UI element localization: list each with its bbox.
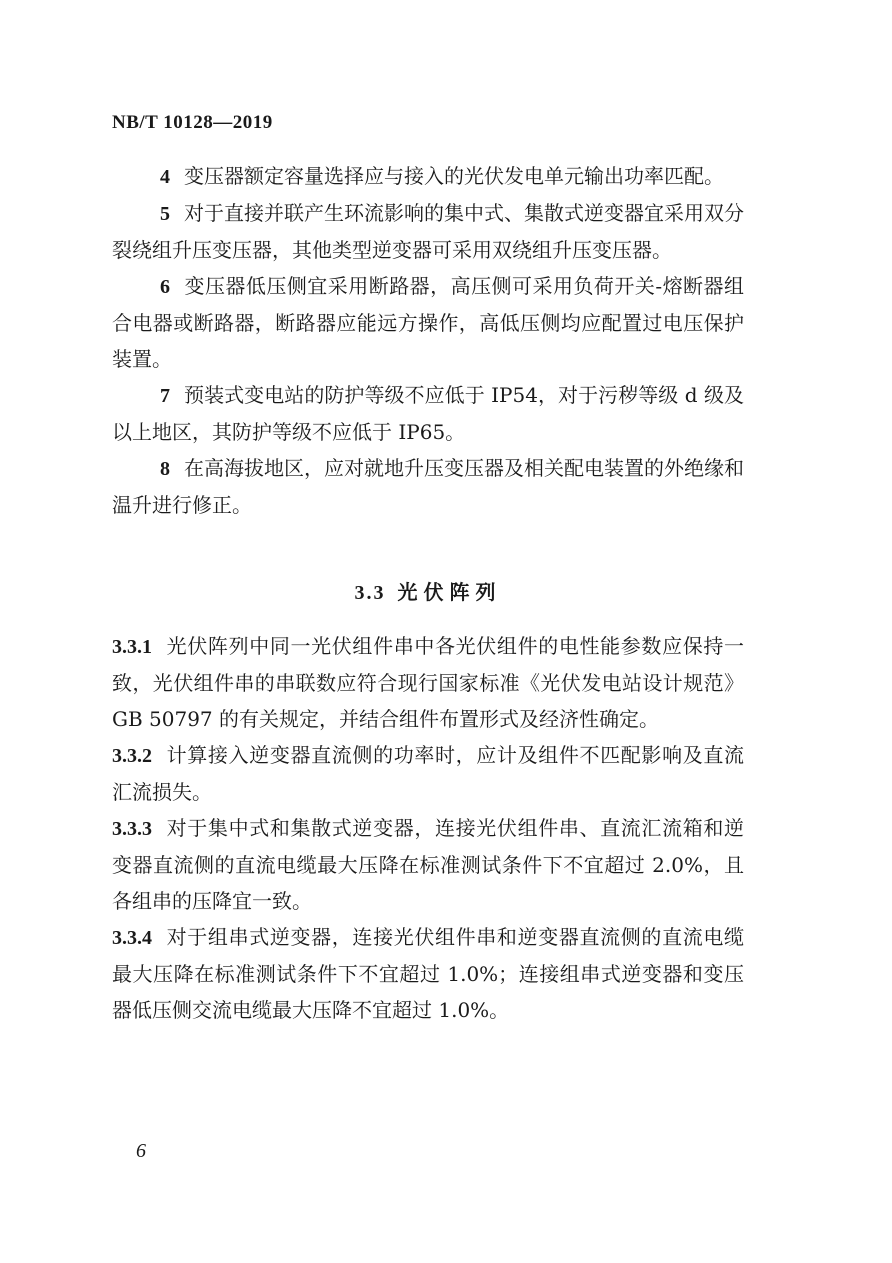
item-number: 4 [160, 166, 170, 188]
item-text: 变压器额定容量选择应与接入的光伏发电单元输出功率匹配。 [184, 164, 724, 188]
list-item [112, 195, 744, 268]
list-item [112, 158, 744, 195]
clause-text: 对于集中式和集散式逆变器，连接光伏组件串、直流汇流箱和逆变器直流侧的直流电缆最大压降在标准测试条件下不宜超过 2.0%，且各组串的压降宜一致。 [112, 816, 744, 913]
clause [112, 810, 744, 919]
clause-number: 3.3.3 [112, 818, 152, 840]
list-item [112, 268, 744, 377]
section-title-text: 光伏阵列 [397, 580, 502, 604]
item-number: 7 [160, 385, 170, 407]
item-text: 在高海拔地区，应对就地升压变压器及相关配电装置的外绝缘和温升进行修正。 [112, 456, 744, 517]
section-heading [112, 576, 744, 605]
clause-number: 3.3.1 [112, 636, 152, 658]
list-item [112, 377, 744, 450]
clause [112, 919, 744, 1028]
item-number: 5 [160, 203, 170, 225]
page-number: 6 [136, 1140, 146, 1162]
item-text: 预装式变电站的防护等级不应低于 IP54，对于污秽等级 d 级及以上地区，其防护等级不应低于 IP65。 [112, 383, 744, 444]
list-items-top [112, 158, 744, 523]
item-number: 8 [160, 458, 170, 480]
item-text: 对于直接并联产生环流影响的集中式、集散式逆变器宜采用双分裂绕组升压变压器，其他类型逆变器可采用双绕组升压变压器。 [112, 201, 744, 262]
document-code: NB/T 10128—2019 [112, 112, 273, 133]
list-item [112, 450, 744, 523]
clause-text: 对于组串式逆变器，连接光伏组件串和逆变器直流侧的直流电缆最大压降在标准测试条件下不宜超过 1.0%；连接组串式逆变器和变压器低压侧交流电缆最大压降不宜超过 1.0%。 [112, 925, 744, 1022]
clause [112, 737, 744, 810]
clause-text: 光伏阵列中同一光伏组件串中各光伏组件的电性能参数应保持一致，光伏组件串的串联数应符合现行国家标准《光伏发电站设计规范》GB 50797 的有关规定，并结合组件布置形式及经济性确定。 [112, 634, 744, 731]
clause-number: 3.3.2 [112, 745, 152, 767]
item-text: 变压器低压侧宜采用断路器，高压侧可采用负荷开关-熔断器组合电器或断路器，断路器应能远方操作，高低压侧均应配置过电压保护装置。 [112, 274, 744, 371]
clause [112, 628, 744, 737]
section-number: 3.3 [354, 582, 386, 604]
clause-number: 3.3.4 [112, 927, 152, 949]
clause-text: 计算接入逆变器直流侧的功率时，应计及组件不匹配影响及直流汇流损失。 [112, 743, 744, 804]
clause-list [112, 628, 744, 1028]
item-number: 6 [160, 276, 170, 298]
